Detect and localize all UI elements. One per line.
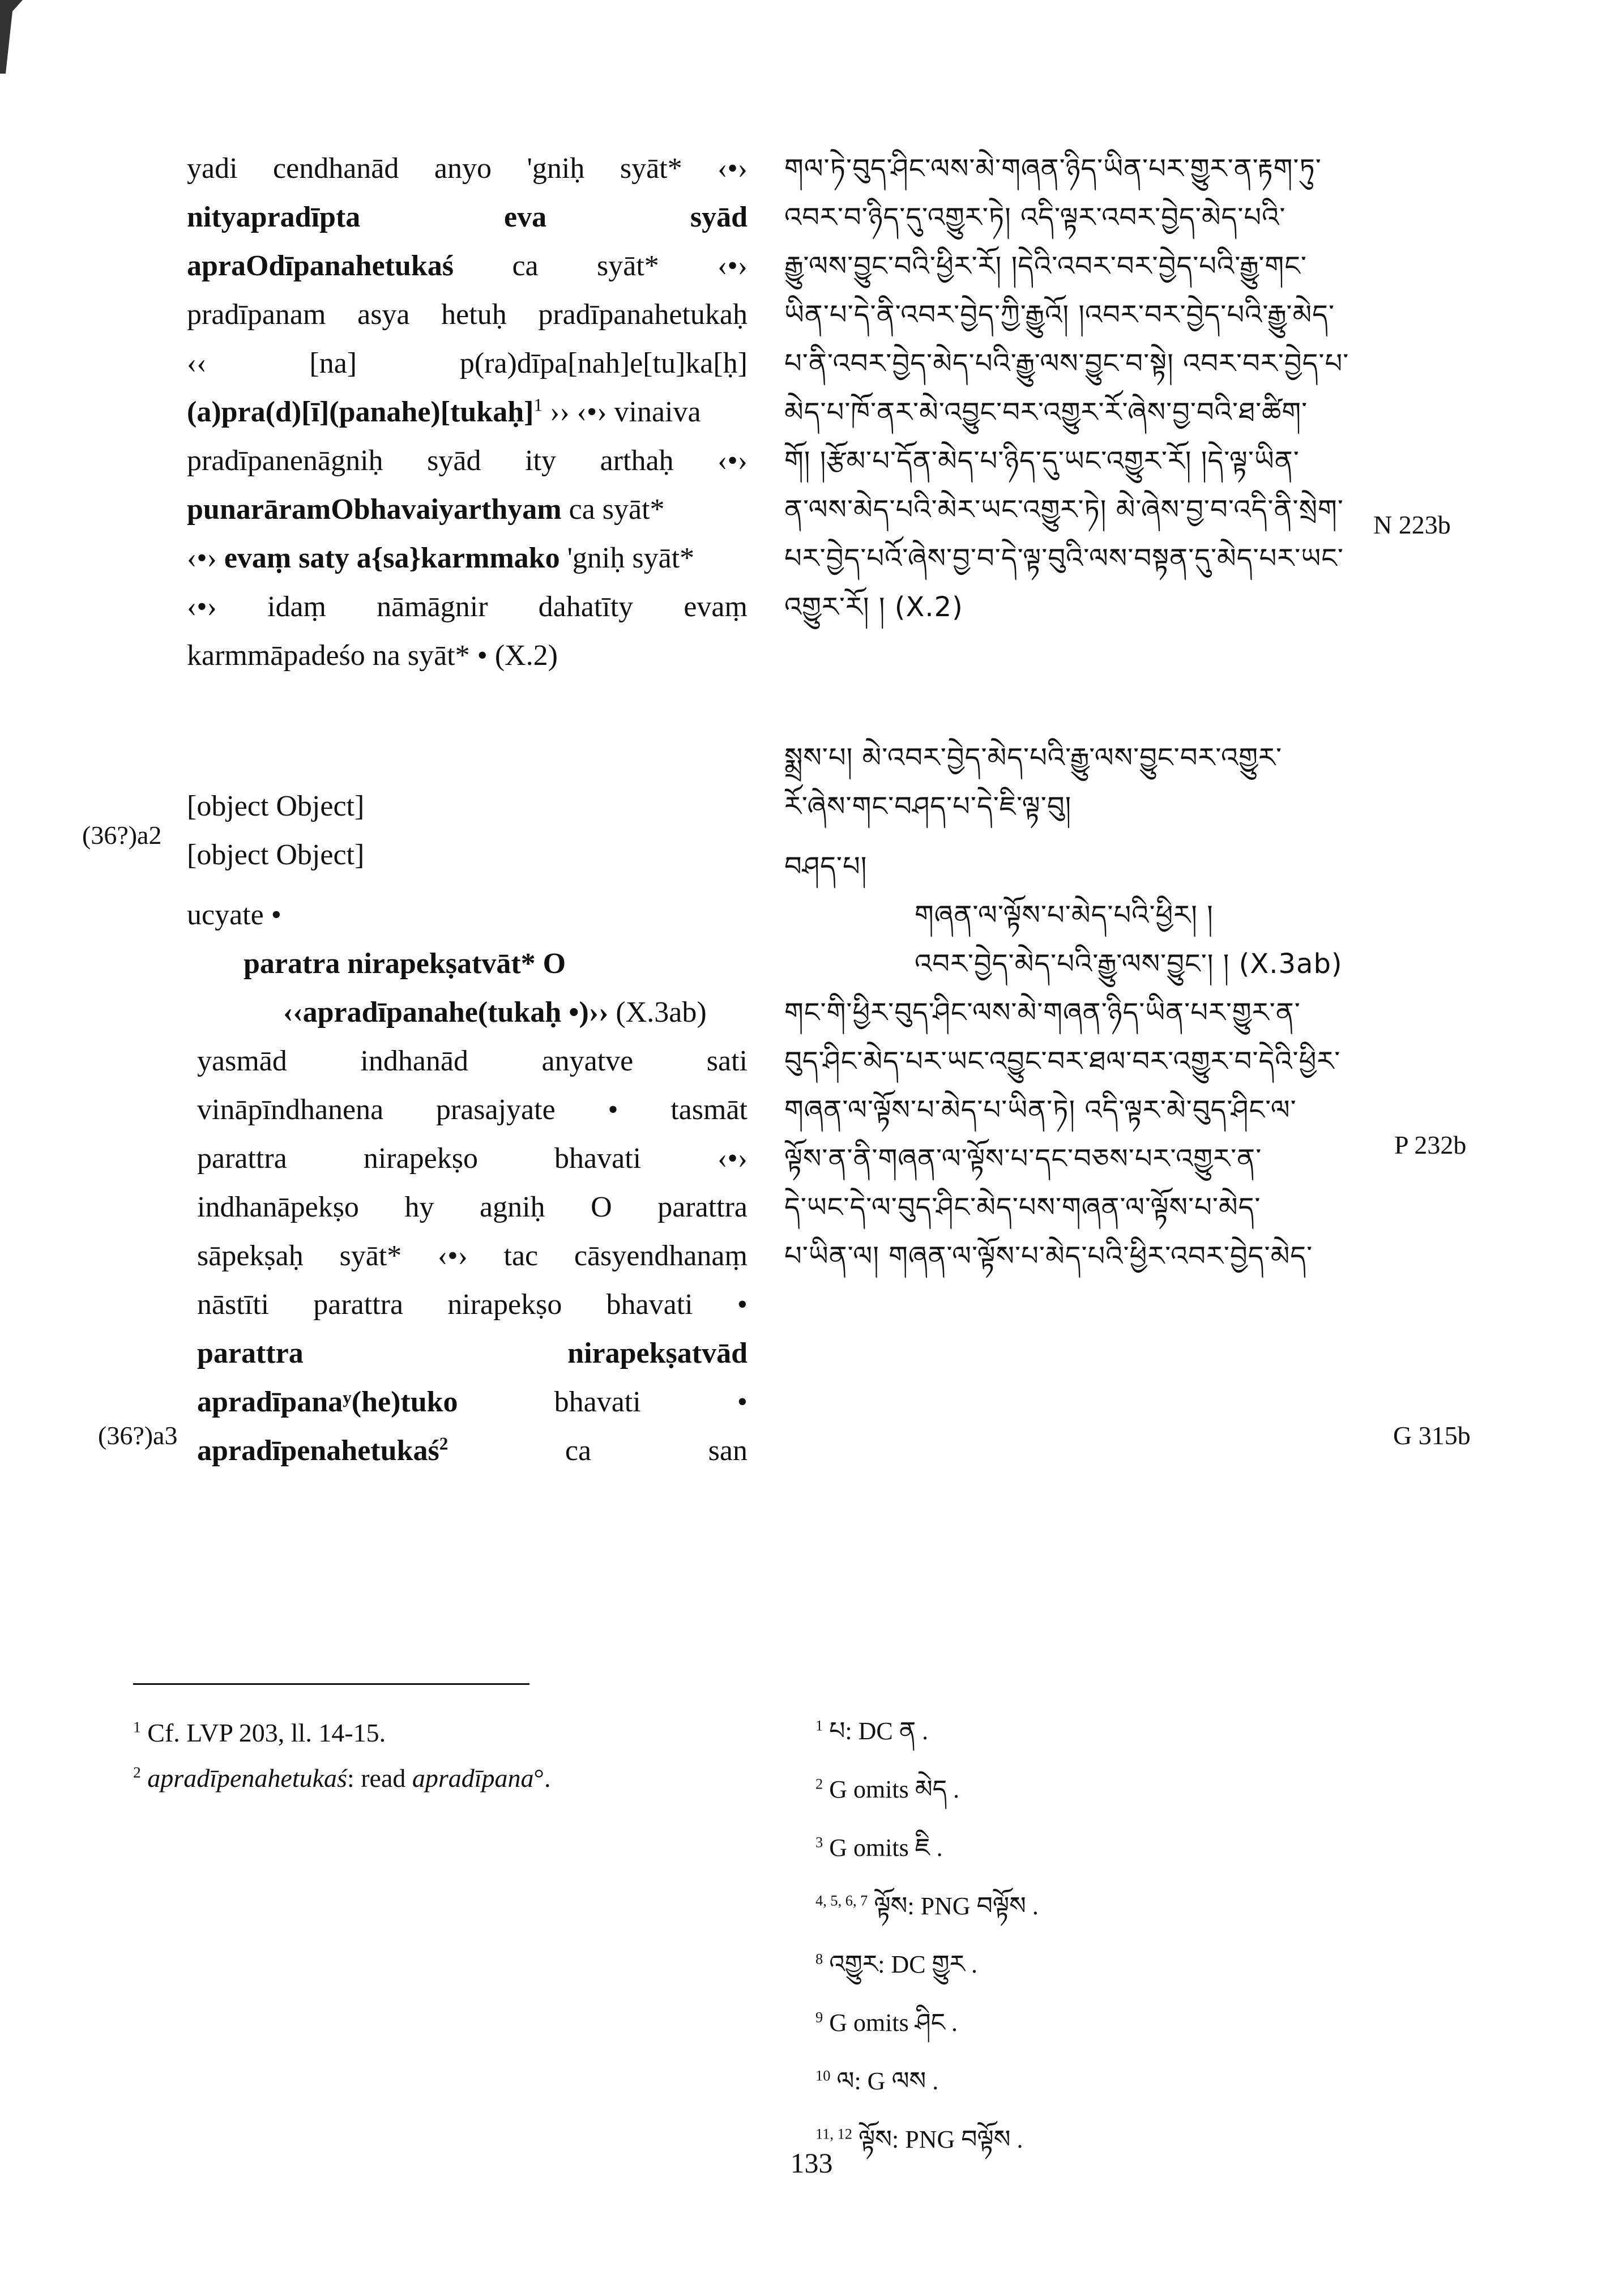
sanskrit-line — [187, 242, 748, 291]
margin-ref-a3: (36?)a3 — [98, 1421, 178, 1450]
footnote — [815, 1702, 1382, 1760]
word: agniḥ — [480, 1191, 545, 1223]
tibetan-line: སྨྲས་པ། མེ་འབར་བྱེད་མེད་པའི་རྒྱུ་ལས་བྱུང་བར་འགྱུར་ — [784, 742, 1283, 774]
sanskrit-line: [object Object] — [187, 839, 365, 871]
footnotes-right — [815, 1702, 1382, 2169]
footnote-text: : read — [347, 1764, 412, 1793]
word: hetuḥ — [441, 298, 507, 331]
bold-text: apradīpanaʸ(he)tuko — [197, 1386, 458, 1418]
footnote — [815, 1760, 1382, 1819]
word: ‹•› — [717, 152, 748, 185]
word: pradīpanenāgniḥ — [187, 445, 383, 477]
word: idaṃ — [267, 591, 326, 623]
sanskrit-line — [187, 631, 748, 680]
word: bhavati — [606, 1288, 693, 1321]
margin-ref-a2: (36?)a2 — [82, 821, 162, 850]
text: ›› ‹•› vinaiva — [543, 396, 701, 428]
sanskrit-line — [187, 1232, 748, 1281]
footnote-text: G omits ཇི . — [823, 1834, 943, 1862]
text: ca syāt* — [561, 493, 665, 526]
spacer — [187, 680, 748, 782]
word: apraOdīpanahetukaś — [187, 250, 454, 282]
footnote-mark: 2 — [439, 1433, 449, 1454]
sanskrit-line — [187, 339, 748, 388]
word: syād — [427, 445, 481, 477]
sanskrit-line — [187, 144, 748, 193]
spacer — [784, 631, 1373, 733]
word: ‹•› — [717, 445, 748, 477]
footnote-text — [141, 1764, 148, 1793]
word: ca — [565, 1435, 592, 1467]
sanskrit-line — [187, 1378, 748, 1427]
footnote-text: ལྟོས: PNG བལྟོས . — [852, 2126, 1023, 2153]
word: pradīpanahetukaḥ — [538, 298, 748, 331]
word: parattra — [657, 1191, 748, 1223]
text: (a)pra(d)[ī](panahe)[tukaḥ] — [187, 396, 534, 428]
footnote-text: Cf. LVP 203, ll. 14-15. — [140, 1718, 386, 1747]
tibetan-line: དེ་ཡང་དེ་ལ་བུད་ཤིང་མེད་པས་གཞན་ལ་ལྟོས་པ་མེད་ — [784, 1192, 1261, 1223]
word: cāsyendhanaṃ — [574, 1240, 748, 1272]
word: • — [737, 1386, 748, 1418]
text: ‹•› — [187, 542, 224, 574]
word: prasajyate — [435, 1094, 556, 1126]
footnote — [133, 1756, 756, 1801]
verse-ref: (X.3ab) — [608, 996, 707, 1028]
word: 'gniḥ — [527, 152, 585, 185]
word: [na] — [309, 347, 357, 379]
sanskrit-line — [187, 485, 748, 534]
margin-ref-p: P 232b — [1394, 1130, 1467, 1159]
footnote — [133, 1710, 756, 1756]
footnote-rule — [133, 1683, 529, 1685]
word: eva — [504, 201, 547, 233]
word: indhanād — [360, 1045, 468, 1077]
tibetan-line: པ་ནི་འབར་བྱེད་མེད་པའི་རྒྱུ་ལས་བྱུང་བ་སྟེ། འབར་བར་བྱེད་པ་ — [784, 348, 1349, 379]
tibetan-line: ན་ལས་མེད་པའི་མེར་ཡང་འགྱུར་ཏེ། མེ་ཞེས་བྱ་བ་འདི་ནི་སྲེག་ — [784, 494, 1344, 526]
footnote-mark: 1 — [533, 395, 543, 415]
footnote-italic: apradīpana — [412, 1764, 534, 1793]
text: 'gniḥ syāt* — [559, 542, 695, 574]
sanskrit-line — [187, 437, 748, 485]
word: • — [737, 1288, 748, 1321]
sanskrit-line — [187, 1134, 748, 1183]
footnote — [815, 2052, 1382, 2110]
sanskrit-line — [187, 1329, 748, 1378]
footnote — [815, 1819, 1382, 1877]
word: ca — [512, 250, 539, 282]
word: syāt* — [339, 1240, 402, 1272]
word: anyo — [434, 152, 492, 185]
word: asya — [357, 298, 410, 331]
sanskrit-line — [187, 291, 748, 339]
word: evaṃ — [684, 591, 748, 623]
page-number: 133 — [790, 2147, 833, 2179]
tibetan-line: རྒྱུ་ལས་བྱུང་བའི་ཕྱིར་རོ། །དེའི་འབར་བར་བྱེད་པའི་རྒྱུ་གང་ — [784, 250, 1307, 282]
sanskrit-line — [187, 1427, 748, 1475]
verse-ref: (X.3ab) — [1229, 948, 1343, 980]
word: syāt* — [620, 152, 682, 185]
word: ‹‹ — [187, 347, 207, 379]
footnote-text: འགྱུར: DC གྱུར . — [823, 1951, 978, 1978]
verse-ref: (X.2) — [885, 591, 963, 623]
word: bhavati — [554, 1142, 642, 1175]
bold-text: punarāramObhavaiyarthyam — [187, 493, 562, 526]
word: san — [708, 1435, 748, 1467]
word: yasmād — [197, 1045, 287, 1077]
sanskrit-line — [187, 1183, 748, 1232]
word: ity — [525, 445, 556, 477]
verse-line — [187, 988, 748, 1037]
footnote-number: 9 — [815, 2008, 823, 2026]
word: ‹•› — [437, 1240, 468, 1272]
tibetan-line: ལྟོས་ན་ནི་གཞན་ལ་ལྟོས་པ་དང་བཅས་པར་འགྱུར་ན་ — [784, 1143, 1262, 1175]
tibetan-column — [784, 144, 1373, 1281]
verse-line: གཞན་ལ་ལྟོས་པ་མེད་པའི་ཕྱིར། ། — [915, 899, 1214, 931]
word: ‹•› — [187, 591, 217, 623]
word: parattra — [313, 1288, 404, 1321]
footnote — [815, 1935, 1382, 1994]
word: • — [608, 1094, 618, 1126]
footnote-text: ལྟོས: PNG བལྟོས . — [868, 1892, 1039, 1920]
word: parattra — [197, 1337, 304, 1369]
spacer — [784, 831, 1373, 842]
sanskrit-line — [187, 583, 748, 631]
tibetan-line: འབར་བ་ཉིད་དུ་འགྱུར་ཏེ། འདི་ལྟར་འབར་བྱེད་མེད་པའི་ — [784, 202, 1286, 233]
word: bhavati — [554, 1386, 641, 1418]
word: vināpīndhanena — [197, 1094, 384, 1126]
footnote-text: G omits ཤིང . — [823, 2009, 958, 2037]
footnote — [815, 1877, 1382, 1935]
word: O — [591, 1191, 612, 1223]
tibetan-line: གཞན་ལ་ལྟོས་པ་མེད་པ་ཡིན་ཏེ། འདི་ལྟར་མེ་བུད་ཤིང་ལ་ — [784, 1094, 1297, 1126]
scan-corner-mark — [0, 0, 23, 74]
word: sati — [706, 1045, 748, 1077]
tibetan-line: བུད་ཤིང་མེད་པར་ཡང་འབྱུང་བར་ཐལ་བར་འགྱུར་བ་དེའི་ཕྱིར་ — [784, 1045, 1341, 1077]
tibetan-line: གོ། །རྩོམ་པ་དོན་མེད་པ་ཉིད་དུ་ཡང་འགྱུར་རོ། །དེ་ལྟ་ཡིན་ — [784, 445, 1300, 477]
word: parattra — [197, 1142, 287, 1175]
footnote-number: 3 — [815, 1833, 823, 1851]
spacer — [187, 880, 748, 891]
sanskrit-line — [187, 1281, 748, 1329]
word: syāt* — [597, 250, 659, 282]
sanskrit-line — [187, 193, 748, 242]
word: nāmāgnir — [377, 591, 488, 623]
verse-line: paratra nirapekṣatvāt* O — [244, 948, 566, 980]
footnote-italic: apradīpenahetukaś — [147, 1764, 347, 1793]
margin-ref-g: G 315b — [1393, 1421, 1471, 1450]
word: syād — [690, 201, 748, 233]
tibetan-line: པ་ཡིན་ལ། གཞན་ལ་ལྟོས་པ་མེད་པའི་ཕྱིར་འབར་བྱེད་མེད་ — [784, 1240, 1313, 1272]
footnote-number: 1 — [815, 1717, 823, 1734]
footnote-number: 11, 12 — [815, 2125, 852, 2143]
word: dahatīty — [538, 591, 634, 623]
tibetan-line: བཤད་པ། — [784, 851, 868, 882]
text: karmmāpadeśo na syāt* • (X.2) — [187, 639, 558, 672]
word: p(ra)dīpa[nah]e[tu]ka[ḥ] — [459, 347, 748, 379]
word: hy — [404, 1191, 434, 1223]
footnote-number: 1 — [133, 1718, 141, 1736]
word: nirapekṣatvād — [567, 1337, 748, 1369]
tibetan-line: ཡིན་པ་དེ་ནི་འབར་བྱེད་ཀྱི་རྒྱུའོ། །འབར་བར་བྱེད་པའི་རྒྱུ་མེད་ — [784, 299, 1335, 331]
word: anyatve — [541, 1045, 634, 1077]
word: nirapekṣo — [447, 1288, 562, 1321]
margin-ref-n: N 223b — [1373, 510, 1451, 539]
word: pradīpanam — [187, 298, 326, 331]
word: yadi — [187, 152, 238, 185]
word: cendhanād — [273, 152, 399, 185]
footnote-text: ལ: G ལས . — [830, 2067, 939, 2095]
bold-text: evaṃ saty a{sa}karmmako — [224, 542, 560, 574]
footnote-number: 10 — [815, 2067, 831, 2084]
word: arthaḥ — [600, 445, 674, 477]
footnotes-left — [133, 1710, 756, 1801]
verse-line: འབར་བྱེད་མེད་པའི་རྒྱུ་ལས་བྱུང་། ། (X.3ab) — [915, 948, 1343, 980]
tibetan-line: གལ་ཏེ་བུད་ཤིང་ལས་མེ་གཞན་ཉིད་ཡིན་པར་གྱུར་ན་རྟག་ཏུ་ — [784, 153, 1322, 185]
word: nāstīti — [197, 1288, 270, 1321]
word: indhanāpekṣo — [197, 1191, 359, 1223]
sanskrit-line — [187, 1086, 748, 1134]
word: ‹•› — [717, 1142, 748, 1175]
footnote-number: 2 — [133, 1763, 141, 1781]
word: tac — [503, 1240, 539, 1272]
verse-text: ‹‹apradīpanahe(tukaḥ •)›› — [283, 996, 609, 1028]
bold-text: apradīpenahetukaś$^2$ — [197, 1433, 449, 1467]
footnote — [815, 1994, 1382, 2052]
tibetan-line: པར་བྱེད་པའོ་ཞེས་བྱ་བ་དེ་ལྟ་བུའི་ལས་བསྟན་དུ་མེད་པར་ཡང་ — [784, 543, 1344, 574]
word: tasmāt — [670, 1094, 748, 1126]
footnote-number: 8 — [815, 1950, 823, 1968]
footnote-text: G omits མེད . — [823, 1776, 960, 1803]
sanskrit-line: [object Object] — [187, 790, 365, 822]
footnote-text: པ: DC ན . — [823, 1717, 929, 1745]
footnote-number: 2 — [815, 1775, 823, 1793]
word: sāpekṣaḥ — [197, 1240, 304, 1272]
tibetan-line: འགྱུར་རོ། ། (X.2) — [784, 591, 963, 623]
tibetan-line: རོ་ཞེས་གང་བཤད་པ་དེ་ཇི་ལྟ་བུ། — [784, 791, 1072, 822]
tibetan-line: མེད་པ་ཁོ་ནར་མེ་འབྱུང་བར་འགྱུར་རོ་ཞེས་བྱ་བའི་ཐ་ཚིག་ — [784, 396, 1308, 428]
word: ‹•› — [717, 250, 748, 282]
sanskrit-line — [187, 1037, 748, 1086]
footnote-text: °. — [533, 1764, 551, 1793]
sanskrit-line: ucyate • — [187, 899, 281, 931]
footnote-number: 4, 5, 6, 7 — [815, 1892, 868, 1909]
sanskrit-line — [187, 388, 748, 437]
word: nityapradīpta — [187, 201, 361, 233]
sanskrit-line — [187, 534, 748, 583]
word: nirapekṣo — [363, 1142, 478, 1175]
sanskrit-column — [187, 144, 748, 1475]
tibetan-line: གང་གི་ཕྱིར་བུད་ཤིང་ལས་མེ་གཞན་ཉིད་ཡིན་པར་གྱུར་ན་ — [784, 997, 1301, 1028]
